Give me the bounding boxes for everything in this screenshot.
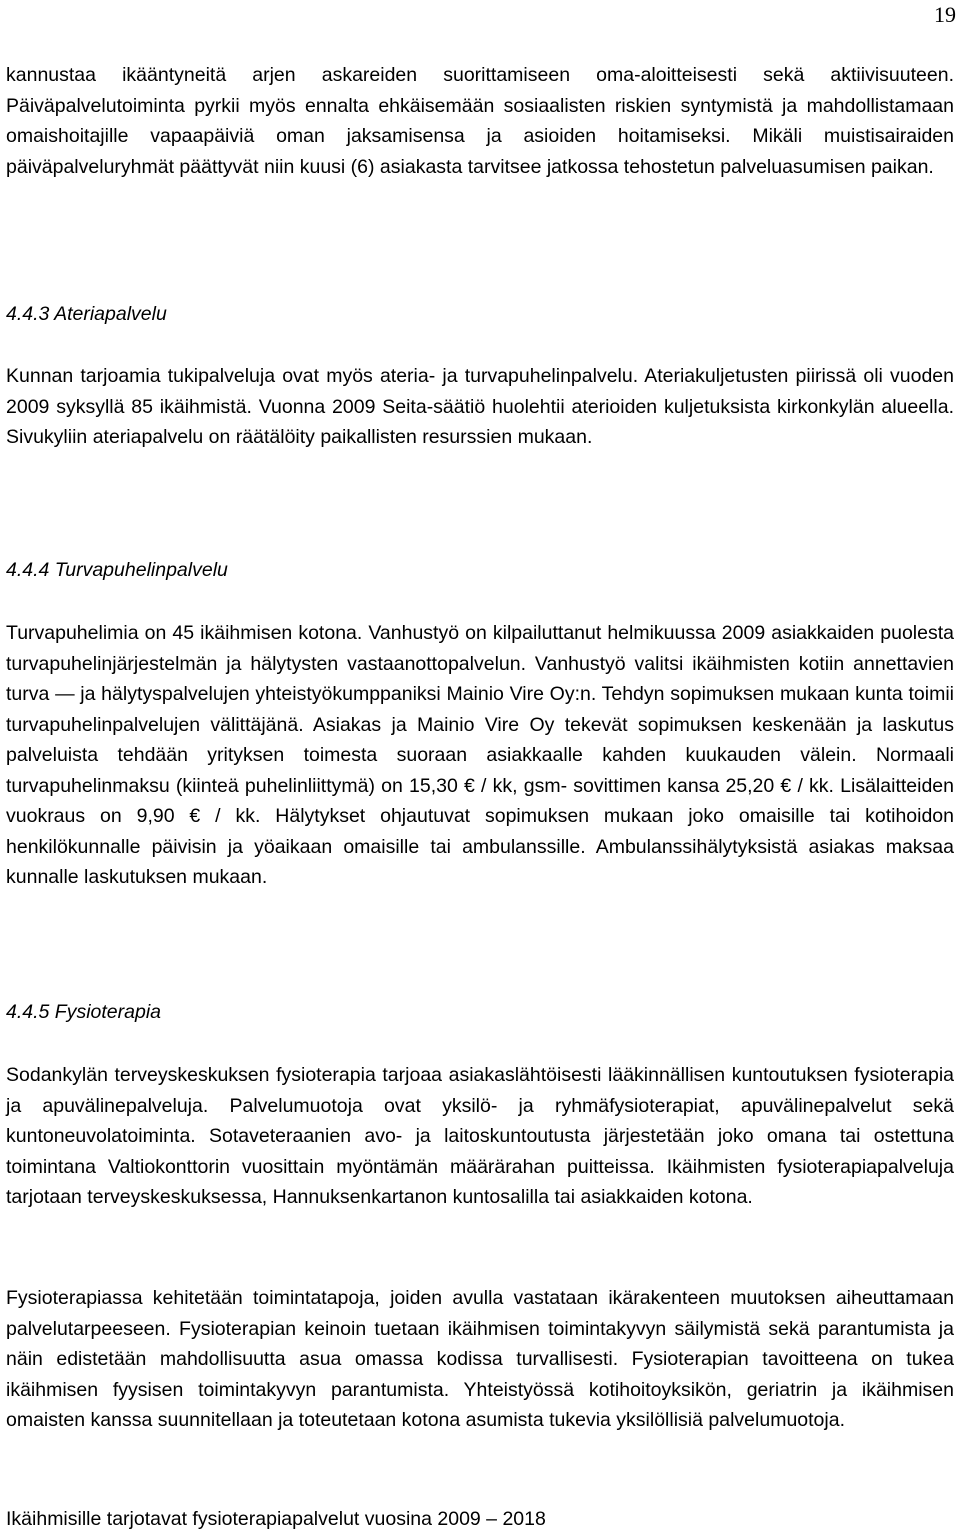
fysioterapia-paragraph-2: Fysioterapiassa kehitetään toimintatapoja, joiden avulla vastataan ikärakenteen muutoksen aiheuttamaan palvelutarpeeseen. Fysioterapian keinoin tuetaan ikäihmisen toimintakyvyn säilymistä sekä parantumista ja näin edistetään mahdollisuutta asua omassa kodissa turvallisesti. Fysioterapian tavoitteena on tukea ikäihmisen fyysisen toimintakyvyn parantumista. Yhteistyössä kotihoitoyksikön, geriatrin ja ikäihmisen omaisten kanssa suunnitellaan ja toteutetaan kotona asumista tukevia yksilöllisiä palvelumuotoja. <box>6 1287 954 1431</box>
ateriapalvelu-paragraph: Kunnan tarjoamia tukipalveluja ovat myös ateria- ja turvapuhelinpalvelu. Ateriakuljetusten piirissä oli vuoden 2009 syksyllä 85 ikäihmistä. Vuonna 2009 Seita-säätiö huolehtii aterioiden kuljetuksista kirkonkylän alueella. Sivukyliin ateriapalvelu on räätälöity paikallisten resurssien mukaan. <box>6 365 954 448</box>
section-heading-fysioterapia: 4.4.5 Fysioterapia <box>6 1001 162 1023</box>
intro-paragraph: kannustaa ikääntyneitä arjen askareiden suorittamiseen oma-aloitteisesti sekä aktiivisuuteen. Päiväpalvelutoiminta pyrkii myös ennalta ehkäisemään sosiaalisten riskien syntymistä ja mahdollistamaan omaishoitajille vapaapäiviä oman jaksamisensa ja asioiden hoitamiseksi. Mikäli muistisairaiden päiväpalveluryhmät päättyvät niin kuusi (6) asiakasta tarvitsee jatkossa tehostetun palveluasumisen paikan. <box>6 64 954 178</box>
fysioterapia-paragraph-1: Sodankylän terveyskeskuksen fysioterapia tarjoaa asiakaslähtöisesti lääkinnällisen kuntoutuksen fysioterapia ja apuvälinepalveluja. Palvelumuotoja ovat yksilö- ja ryhmäfysioterapiat, apuvälinepalvelut sekä kuntoneuvolatoiminta. Sotaveteraanien avo- ja laitoskuntoutusta järjestetään joko omana tai ostettuna toimintana Valtiokonttorin vuosittain myöntämän määrärahan puitteissa. Ikäihmisten fysioterapiapalveluja tarjotaan terveyskeskuksessa, Hannuksenkartanon kuntosalilla tai asiakkaiden kotona. <box>6 1064 954 1208</box>
section-heading-turvapuhelinpalvelu: 4.4.4 Turvapuhelinpalvelu <box>6 559 228 581</box>
section-heading-ateriapalvelu: 4.4.3 Ateriapalvelu <box>6 303 167 325</box>
table-caption: Ikäihmisille tarjotavat fysioterapiapalvelut vuosina 2009 – 2018 <box>6 1508 546 1530</box>
turvapuhelinpalvelu-paragraph: Turvapuhelimia on 45 ikäihmisen kotona. Vanhustyö on kilpailuttanut helmikuussa 2009 asiakkaiden puolesta turvapuhelinjärjestelmän ja hälytysten vastaanottopalvelun. Vanhustyö valitsi ikäihmisten kotiin annettavien turva — ja hälytyspalvelujen yhteistyökumppaniksi Mainio Vire Oy:n. Tehdyn sopimuksen mukaan kunta toimii turvapuhelinpalvelujen välittäjänä. Asiakas ja Mainio Vire Oy tekevät sopimuksen keskenään ja laskutus palveluista tehdään yrityksen toimesta suoraan asiakkaalle kahden kuukauden välein. Normaali turvapuhelinmaksu (kiinteä puhelinliittymä) on 15,30 € / kk, gsm- sovittimen kansa 25,20 € / kk. Lisälaitteiden vuokraus on 9,90 € / kk. Hälytykset ohjautuvat sopimuksen mukaan joko omaisille tai kotihoidon henkilökunnalle päivisin ja yöaikaan omaisille tai ambulanssille. Ambulanssihälytyksistä asiakas maksaa kunnalle laskutuksen mukaan. <box>6 622 954 888</box>
page-number: 19 <box>934 2 956 27</box>
